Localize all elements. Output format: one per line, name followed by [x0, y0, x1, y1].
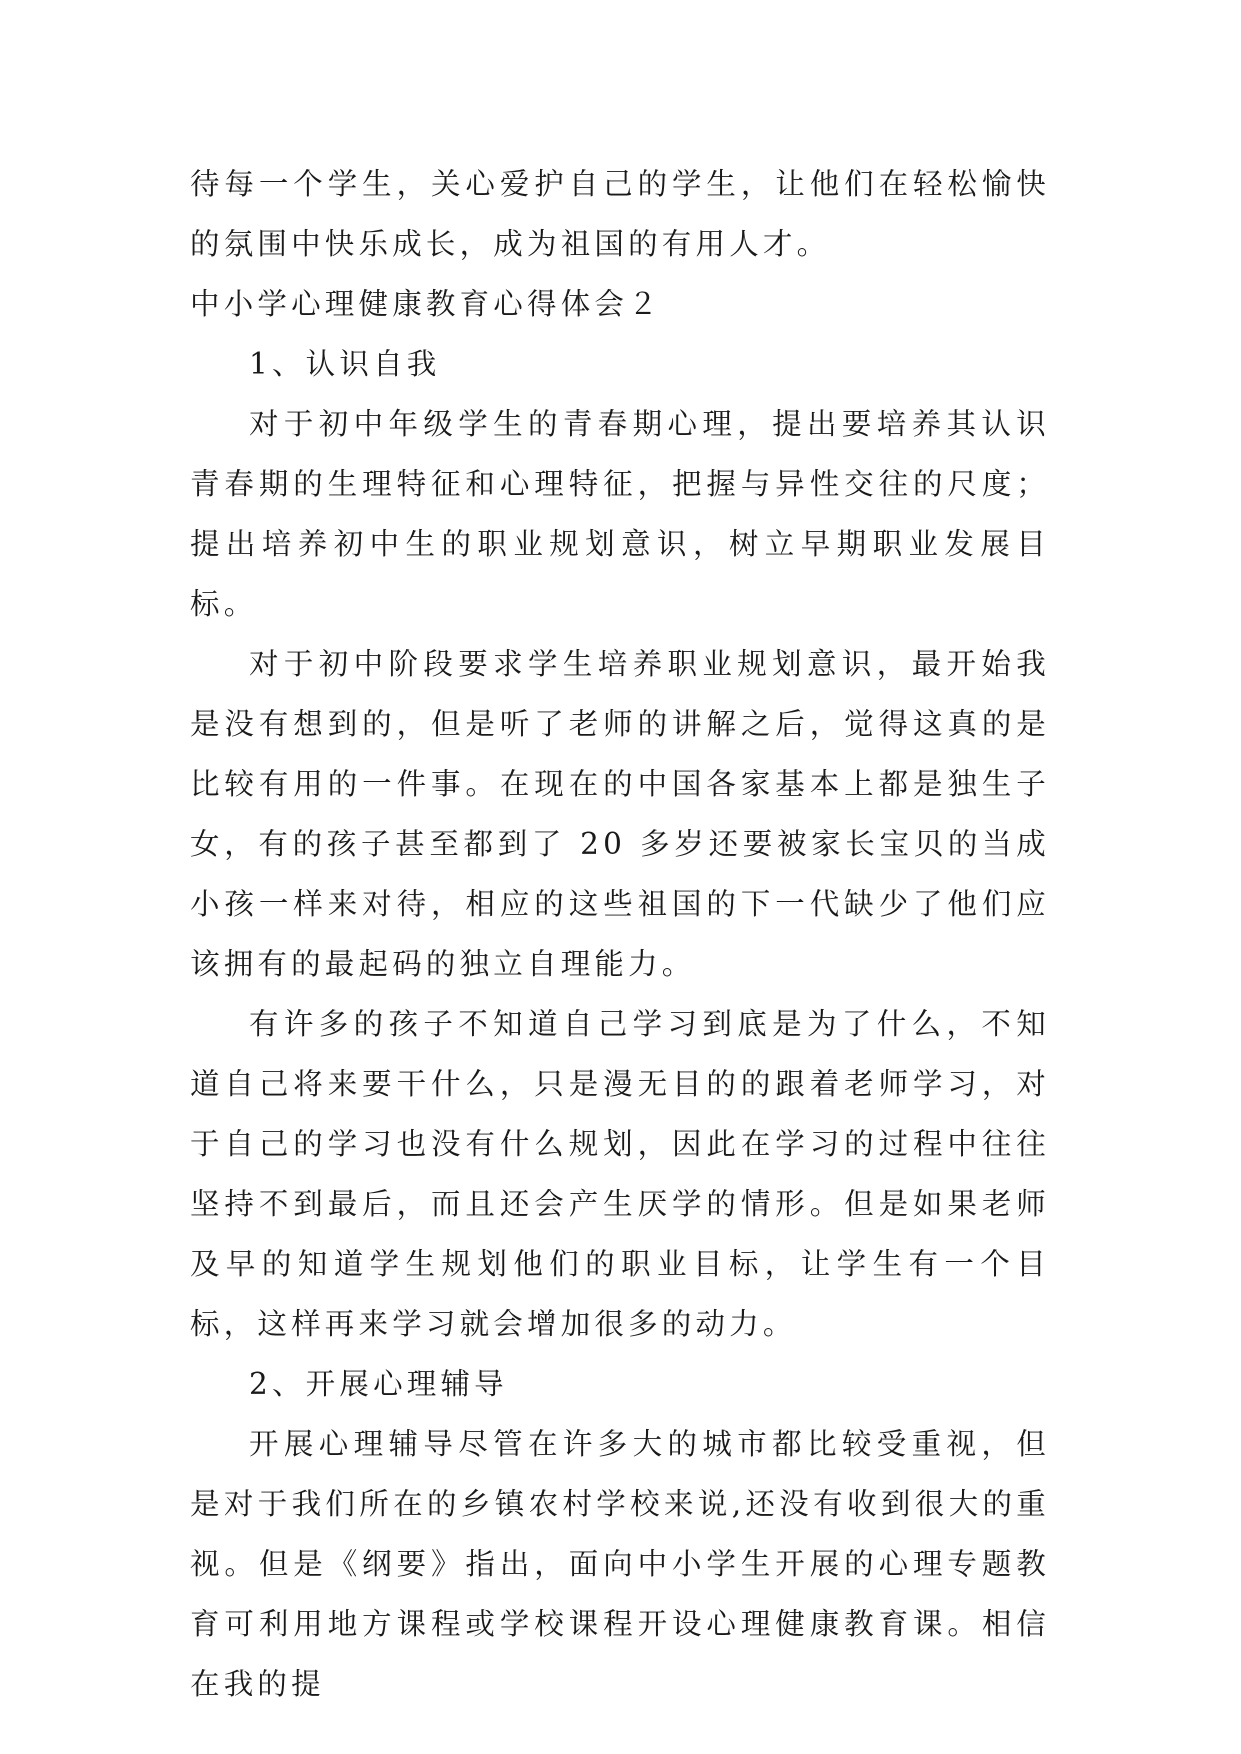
paragraph-counseling: 开展心理辅导尽管在许多大的城市都比较受重视，但是对于我们所在的乡镇农村学校来说,还没有收到很大的重视。但是《纲要》指出，面向中小学生开展的心理专题教育可利用地方课程或学校课程开设心理健康教育课。相信在我的提	[190, 1427, 1050, 1701]
continuation-paragraph: 待每一个学生，关心爱护自己的学生，让他们在轻松愉快的氛围中快乐成长，成为祖国的有用人才。	[190, 167, 1050, 261]
section-title: 中小学心理健康教育心得体会２	[190, 287, 662, 321]
paragraph-learning-goals: 有许多的孩子不知道自己学习到底是为了什么，不知道自己将来要干什么，只是漫无目的的跟着老师学习，对于自己的学习也没有什么规划，因此在学习的过程中往往坚持不到最后，而且还会产生厌学的情形。但是如果老师及早的知道学生规划他们的职业目标，让学生有一个目标，这样再来学习就会增加很多的动力。	[190, 1007, 1050, 1341]
document-page	[190, 154, 1050, 1714]
heading-know-yourself: 1、认识自我	[249, 347, 441, 381]
paragraph-adolescence: 对于初中年级学生的青春期心理，提出要培养其认识青春期的生理特征和心理特征，把握与异性交往的尺度；提出培养初中生的职业规划意识，树立早期职业发展目标。	[190, 407, 1050, 621]
paragraph-career-planning: 对于初中阶段要求学生培养职业规划意识，最开始我是没有想到的，但是听了老师的讲解之后，觉得这真的是比较有用的一件事。在现在的中国各家基本上都是独生子女，有的孩子甚至都到了 20 多岁还要被家长宝贝的当成小孩一样来对待，相应的这些祖国的下一代缺少了他们应该拥有的最起码的独立自理能力。	[190, 647, 1050, 981]
heading-counseling: 2、开展心理辅导	[249, 1367, 508, 1401]
